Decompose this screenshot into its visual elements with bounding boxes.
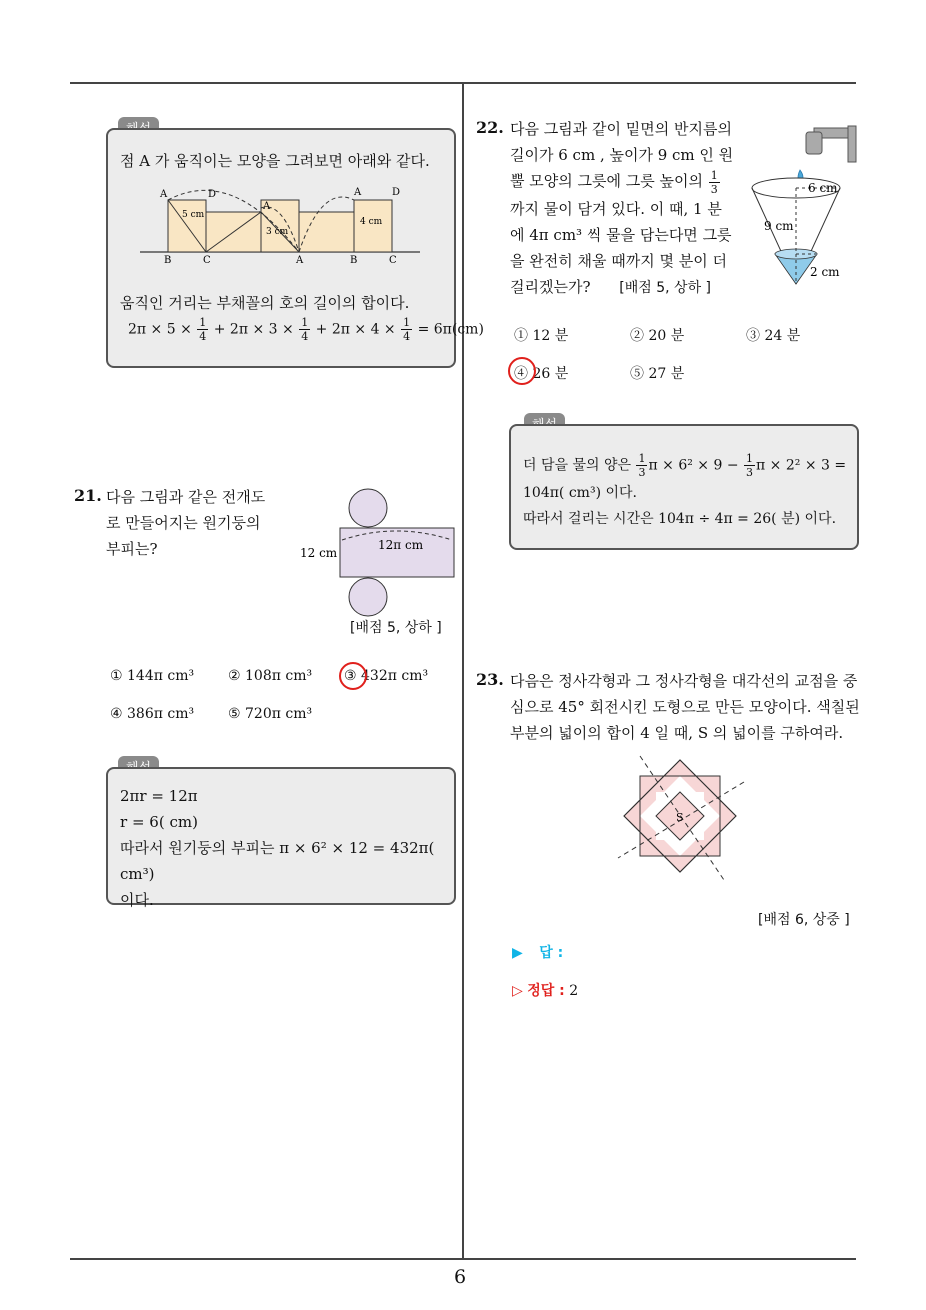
sol22-fraction-1: $\frac{1}{3}$: [638, 452, 646, 479]
correct-answer-value: 2: [569, 983, 579, 999]
q21-line-1: 다음 그림과 같은 전개도: [106, 488, 266, 506]
rolling-squares-figure: [132, 180, 432, 264]
fig-label-c2: C: [389, 255, 397, 264]
q22-option-5[interactable]: ⑤ 27 분: [630, 366, 685, 382]
fig-label-d1: D: [208, 189, 217, 200]
q22-score: [배점 5, 상하 ]: [619, 279, 712, 296]
solution-box-20: [106, 128, 484, 368]
sol22-line-1: 더 담을 물의 양은 $\frac{1}{3}$ π × 6² × 9 − $\frac{1}{3}$ π × 2² × 3 =: [523, 452, 847, 479]
cone-faucet-figure: [750, 118, 860, 290]
q23-line-3: 부분의 넓이의 합이 4 일 때, S 의 넓이를 구하여라.: [510, 724, 844, 742]
fraction-quarter-2: $\frac{1}{4}$: [301, 316, 309, 343]
q21-answer-mark: [339, 662, 367, 690]
q22-line-2: 길이가 6 cm , 높이가 9 cm 인 원: [510, 146, 734, 164]
correct-answer-row: [512, 980, 578, 1000]
q23-score: [배점 6, 상중 ]: [758, 912, 850, 928]
q22-line-4: 까지 물이 담겨 있다. 이 때, 1 분: [510, 199, 722, 218]
fig-label-a1: A: [160, 189, 168, 200]
q21-option-2[interactable]: ② 108π cm³: [228, 668, 313, 684]
sol22-line-2: 104π( cm³) 이다.: [523, 485, 637, 501]
fig-label-b1: B: [164, 255, 172, 264]
q22-option-1[interactable]: ① 12 분: [514, 328, 569, 344]
square-s-label: S: [676, 811, 684, 824]
sol20-line1: 점 A 가 움직이는 모양을 그려보면 아래와 같다.: [120, 152, 430, 170]
q21-line-2: 로 만들어지는 원기둥의: [106, 514, 261, 532]
solution-box-21: [106, 767, 456, 909]
q23-line-2: 심으로 45° 회전시킨 도형으로 만든 모양이다. 색칠된: [510, 698, 860, 716]
question-21-number: 21.: [74, 486, 102, 505]
correct-answer-label: 정답 :: [527, 983, 565, 999]
water-radius-label: 2 cm: [810, 265, 840, 279]
question-22-number: 22.: [476, 118, 504, 137]
q21-option-5[interactable]: ⑤ 720π cm³: [228, 706, 313, 722]
q21-score: [배점 5, 상하 ]: [350, 620, 442, 636]
column-divider: [462, 84, 464, 1260]
q22-option-2[interactable]: ② 20 분: [630, 328, 685, 344]
fig-label-a3: A: [354, 187, 362, 198]
question-22-text: [510, 116, 740, 301]
cone-radius-label: 6 cm: [808, 181, 838, 195]
sol20-formula: [128, 316, 484, 343]
q22-fraction-third: $\frac{1}{3}$: [710, 168, 718, 196]
bottom-rule: [70, 1258, 856, 1260]
sol21-lines: [120, 783, 454, 913]
answer-arrow-icon: ▶: [512, 945, 523, 961]
q21-option-1[interactable]: ① 144π cm³: [110, 668, 195, 684]
correct-arrow-icon: ▷: [512, 983, 523, 999]
fig-label-a2: A: [263, 201, 271, 212]
question-23-number: 23.: [476, 670, 504, 689]
solution-box-22: [509, 424, 859, 550]
page-number: 6: [454, 1266, 467, 1288]
cone-height-label: 9 cm: [764, 219, 794, 233]
fig-label-d2: D: [392, 187, 401, 198]
fig-len-4: 4 cm: [360, 217, 383, 227]
fig-len-3: 3 cm: [266, 227, 289, 237]
sol21-line-3: 따라서 원기둥의 부피는 π × 6² × 12 = 432π( cm³): [120, 839, 435, 883]
fraction-quarter-1: $\frac{1}{4}$: [199, 316, 207, 343]
sol22-line-3: 따라서 걸리는 시간은 104π ÷ 4π = 26( 분) 이다.: [523, 511, 837, 527]
q21-option-4[interactable]: ④ 386π cm³: [110, 706, 195, 722]
q22-answer-mark: [508, 357, 536, 385]
q22-line-6: 을 완전히 채울 때까지 몇 분이 더: [510, 251, 727, 270]
fig-label-c1: C: [203, 255, 211, 264]
q22-option-3[interactable]: ③ 24 분: [746, 328, 801, 344]
sol21-line-2: r = 6( cm): [120, 813, 198, 831]
q23-line-1: 다음은 정사각형과 그 정사각형을 대각선의 교점을 중: [510, 672, 858, 690]
q22-line-3: 뿔 모양의 그릇에 그릇 높이의 $\frac{1}{3}$: [510, 168, 718, 196]
q21-line-3: 부피는?: [106, 540, 158, 558]
fraction-quarter-3: $\frac{1}{4}$: [403, 316, 411, 343]
fig-label-b2: B: [350, 255, 358, 264]
q21-option-3[interactable]: ③ 432π cm³: [344, 668, 429, 684]
answer-row: [512, 942, 563, 962]
answer-label: 답 :: [539, 945, 564, 961]
cylinder-net-figure: [296, 488, 462, 618]
fig-label-a4: A: [296, 255, 304, 264]
formula-part-3: + 2π × 4 ×: [315, 321, 396, 338]
q22-line-7: 걸리겠는가? [배점 5, 상하 ]: [510, 277, 712, 296]
formula-part-1: 2π × 5 ×: [128, 321, 192, 338]
net-height-label: 12 cm: [300, 546, 338, 560]
q22-option-4[interactable]: ④ 26 분: [514, 366, 569, 382]
sol22-fraction-2: $\frac{1}{3}$: [746, 452, 754, 479]
q22-line-1: 다음 그림과 같이 밑면의 반지름의: [510, 120, 732, 138]
question-23-text: [510, 668, 860, 746]
fig-len-5: 5 cm: [182, 210, 205, 220]
question-21-text: [106, 484, 265, 562]
sol21-line-4: 이다.: [120, 891, 154, 909]
q22-line-5: 에 4π cm³ 씩 물을 담는다면 그릇: [510, 225, 732, 244]
formula-part-2: + 2π × 3 ×: [213, 321, 294, 338]
rotated-squares-figure: [614, 752, 754, 882]
formula-part-4: = 6π(cm): [417, 321, 484, 338]
sol20-line2: 움직인 거리는 부채꼴의 호의 길이의 합이다.: [120, 294, 410, 312]
net-width-label: 12π cm: [378, 538, 424, 552]
sol21-line-1: 2πr = 12π: [120, 787, 198, 805]
